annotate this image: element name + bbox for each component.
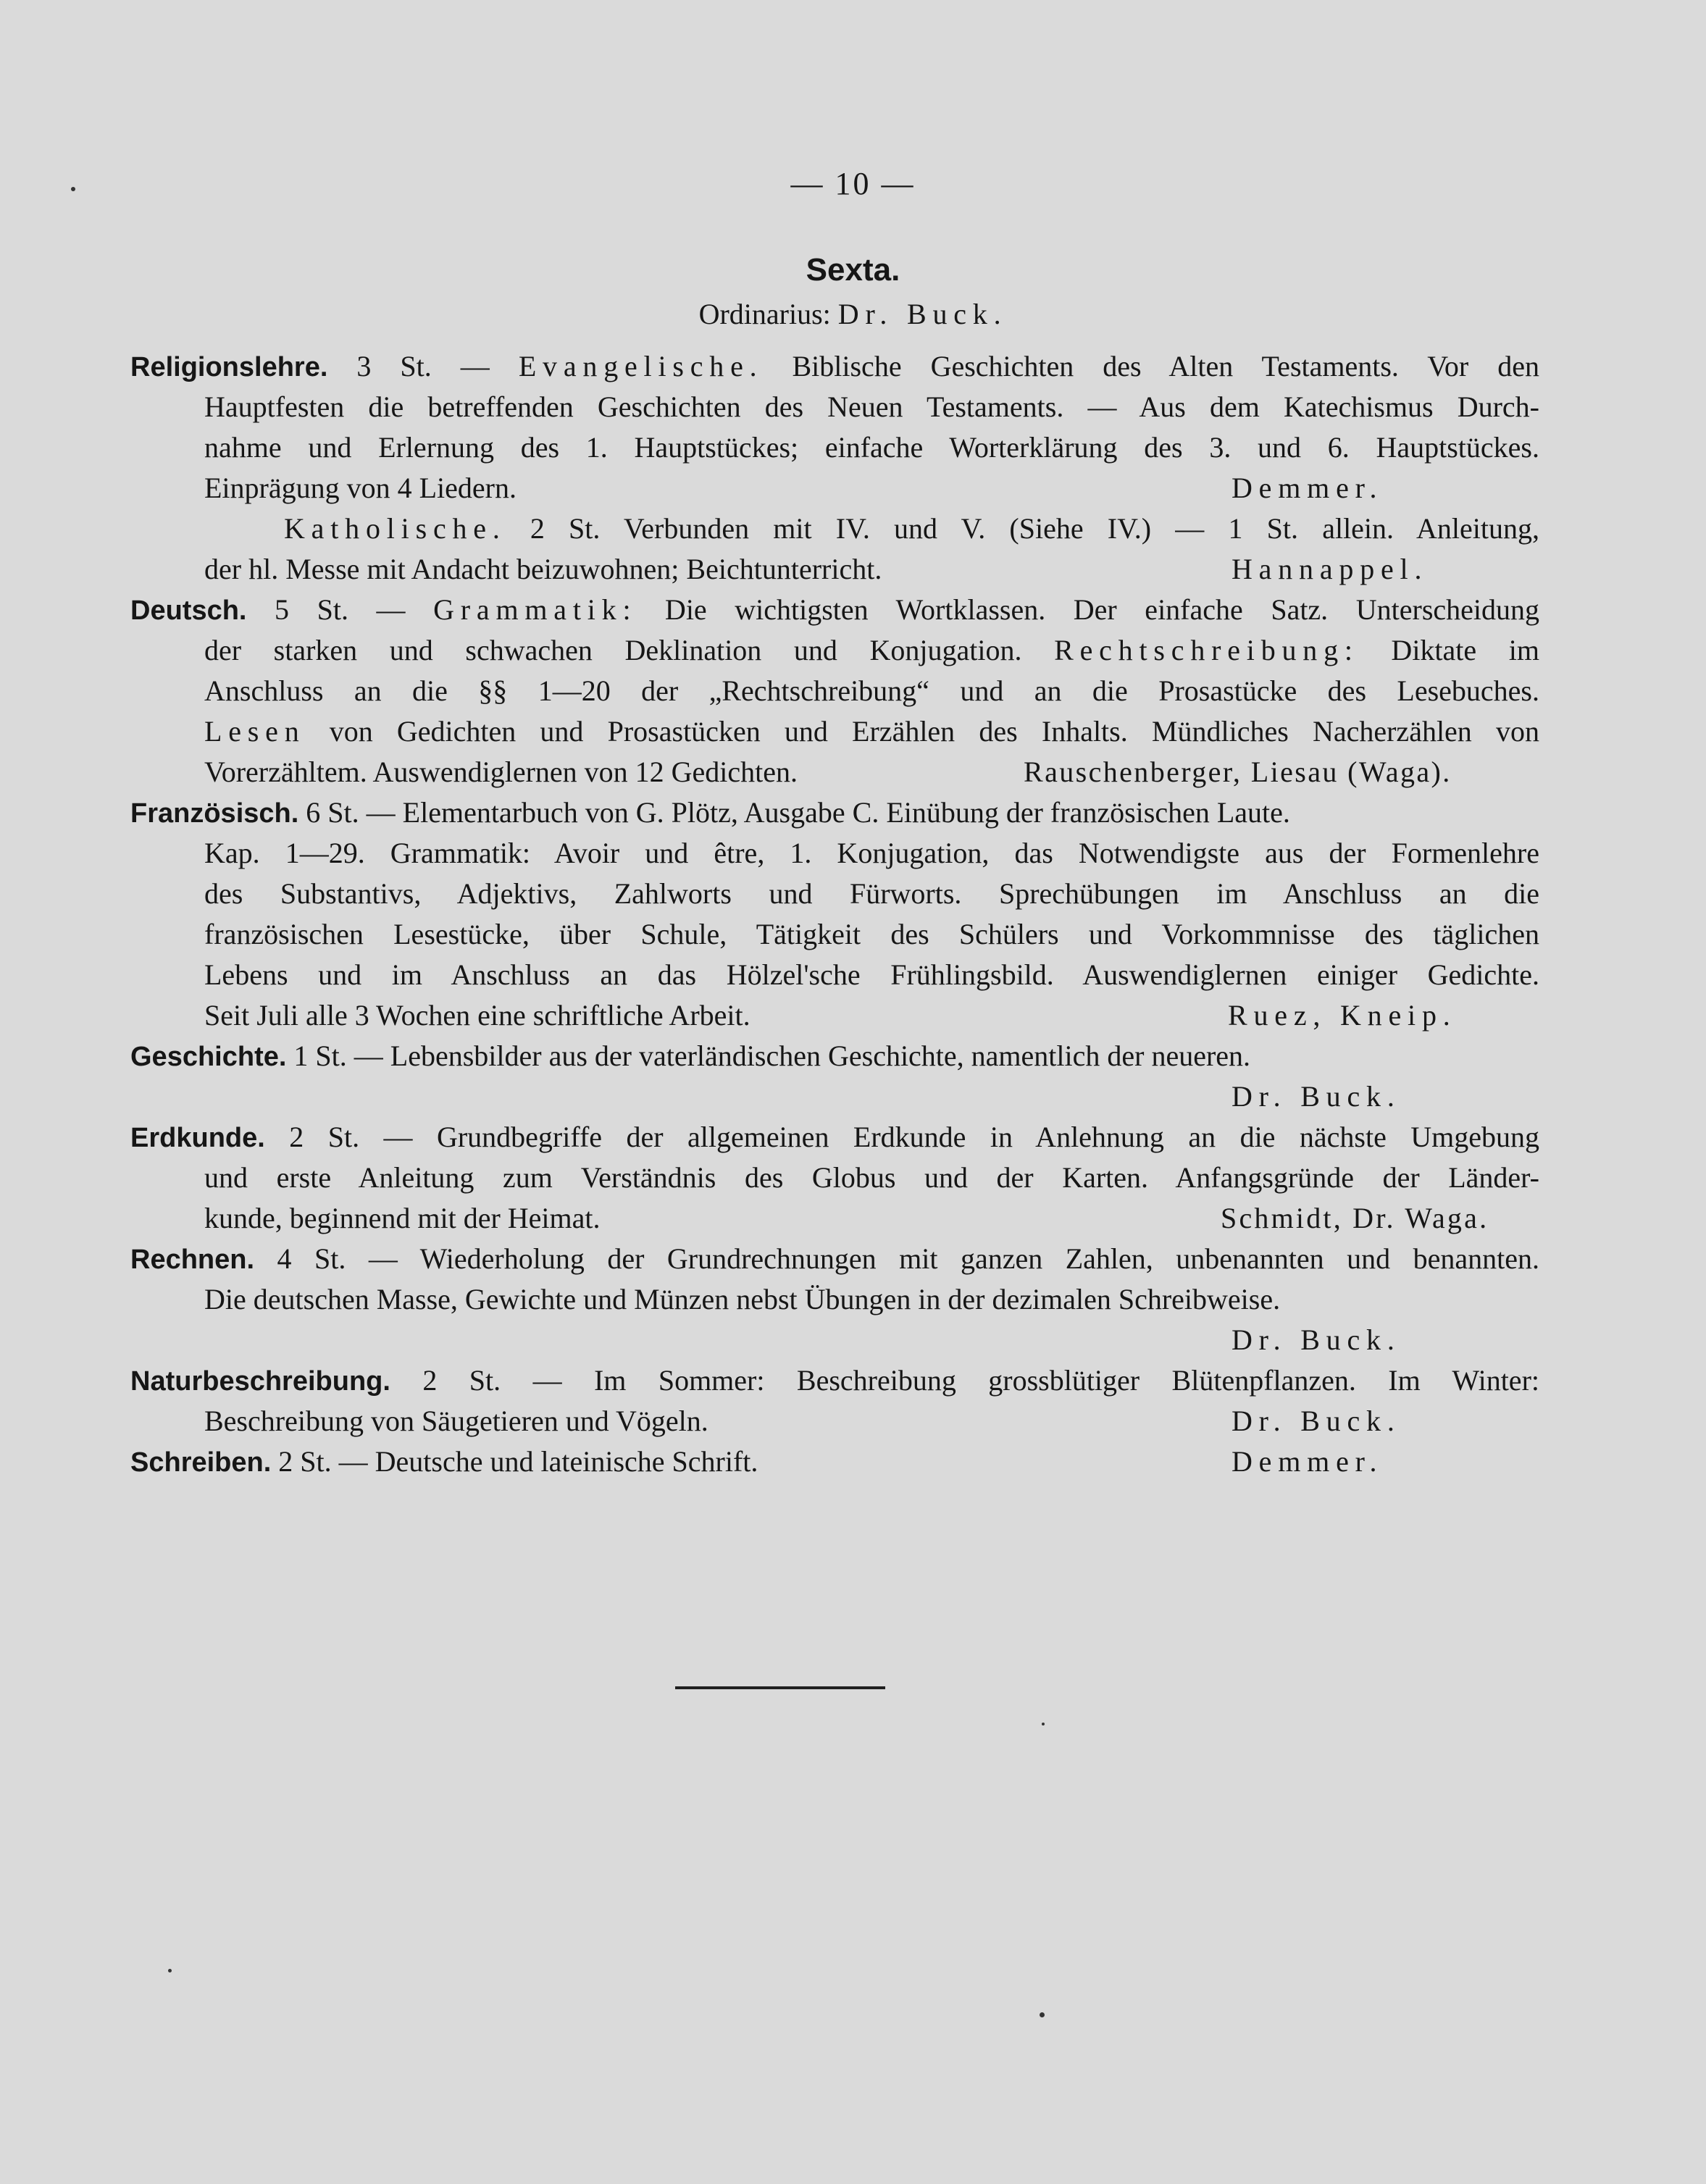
teacher-name: Demmer.: [1232, 472, 1384, 504]
teacher-name: Schmidt, Dr. Waga.: [1221, 1202, 1489, 1234]
subject-title: Schreiben.: [130, 1447, 272, 1478]
teacher-name: Dr. Buck.: [1232, 1323, 1401, 1356]
class-heading: Sexta.: [806, 252, 900, 288]
subject-title: Geschichte.: [130, 1042, 287, 1072]
subject-title: Erdkunde.: [130, 1123, 265, 1153]
subject-religionslehre: Religionslehre. 3 St. — Evangelische. Biblische Geschichten des Alten Testaments. Vor den Hauptfesten die betreffenden Geschichten des Neuen Testaments. — Aus dem Katechismus Durch- nahme und Erlernung des 1. Hauptstückes; einfache Worterklärung des 3. und 6. Hauptstückes. Einprägung von 4 Liedern. Demmer. Katholische. 2 St. Verbunden mit IV. und V. (Siehe IV.) — 1 St. allein. Anleitung, der hl. Messe mit Andacht beizuwohnen; Beichtunterricht. Hannappel.: [130, 346, 1539, 590]
paper-speck: [71, 187, 75, 191]
paper-speck: [168, 1969, 172, 1972]
subject-title: Deutsch.: [130, 595, 247, 626]
curriculum-body: [130, 346, 1539, 1482]
subject-naturbeschreibung: Naturbeschreibung. 2 St. — Im Sommer: Beschreibung grossblütiger Blütenpflanzen. Im Winter: Beschreibung von Säugetieren und Vögeln. Dr. Buck.: [130, 1360, 1539, 1442]
subject-rechnen: Rechnen. 4 St. — Wiederholung der Grundrechnungen mit ganzen Zahlen, unbenannten und benannten. Die deutschen Masse, Gewichte und Münzen nebst Übungen in der dezimalen Schreibweise. Dr. Buck.: [130, 1239, 1539, 1360]
subject-title: Rechnen.: [130, 1244, 255, 1275]
paper-speck: [1042, 1723, 1045, 1725]
section-end-rule: [675, 1686, 885, 1689]
teacher-name: Dr. Buck.: [1232, 1405, 1401, 1437]
subject-erdkunde: Erdkunde. 2 St. — Grundbegriffe der allgemeinen Erdkunde in Anlehnung an die nächste Umgebung und erste Anleitung zum Verständnis des Globus und der Karten. Anfangsgründe der Länder- kunde, beginnend mit der Heimat. Schmidt, Dr. Waga.: [130, 1117, 1539, 1239]
subject-title: Französisch.: [130, 798, 299, 829]
teacher-name: Hannappel.: [1232, 553, 1429, 585]
ordinarius-name: Dr. Buck.: [837, 298, 1008, 330]
subject-title: Naturbeschreibung.: [130, 1366, 390, 1397]
ordinarius-label: Ordinarius:: [698, 298, 831, 330]
teacher-name: Ruez, Kneip.: [1228, 999, 1457, 1032]
teacher-name: Rauschenberger, Liesau (Waga).: [1024, 756, 1452, 788]
subject-schreiben: Schreiben. 2 St. — Deutsche und lateinische Schrift. Demmer.: [130, 1442, 1539, 1482]
ordinarius-line: [0, 297, 1706, 331]
subject-franzoesisch: Französisch. 6 St. — Elementarbuch von G. Plötz, Ausgabe C. Einübung der französischen Laute. Kap. 1—29. Grammatik: Avoir und être, 1. Konjugation, das Notwendigste aus der Formenlehre des Substantivs, Adjektivs, Zahlworts und Fürworts. Sprechübungen im Anschluss an die französischen Lesestücke, über Schule, Tätigkeit des Schülers und Vorkommnisse des täglichen Lebens und im Anschluss an das Hölzel'sche Frühlingsbild. Auswendiglernen einiger Gedichte. Seit Juli alle 3 Wochen eine schriftliche Arbeit. Ruez, Kneip.: [130, 792, 1539, 1036]
page-number: — 10 —: [790, 166, 916, 201]
subject-deutsch: Deutsch. 5 St. — Grammatik: Die wichtigsten Wortklassen. Der einfache Satz. Unterscheidung der starken und schwachen Deklination und Konjugation. Rechtschreibung: Diktate im Anschluss an die §§ 1—20 der „Rechtschreibung“ und an die Prosastücke des Lesebuches. Lesen von Gedichten und Prosastücken und Erzählen des Inhalts. Mündliches Nacherzählen von Vorerzähltem. Auswendiglernen von 12 Gedichten. Rauschenberger, Liesau (Waga).: [130, 590, 1539, 792]
teacher-name: Demmer.: [1232, 1445, 1384, 1478]
teacher-name: Dr. Buck.: [1232, 1080, 1401, 1113]
paper-speck: [1040, 2012, 1045, 2017]
subject-geschichte: Geschichte. 1 St. — Lebensbilder aus der vaterländischen Geschichte, namentlich der neueren. Dr. Buck.: [130, 1036, 1539, 1117]
subject-title: Religionslehre.: [130, 352, 328, 382]
